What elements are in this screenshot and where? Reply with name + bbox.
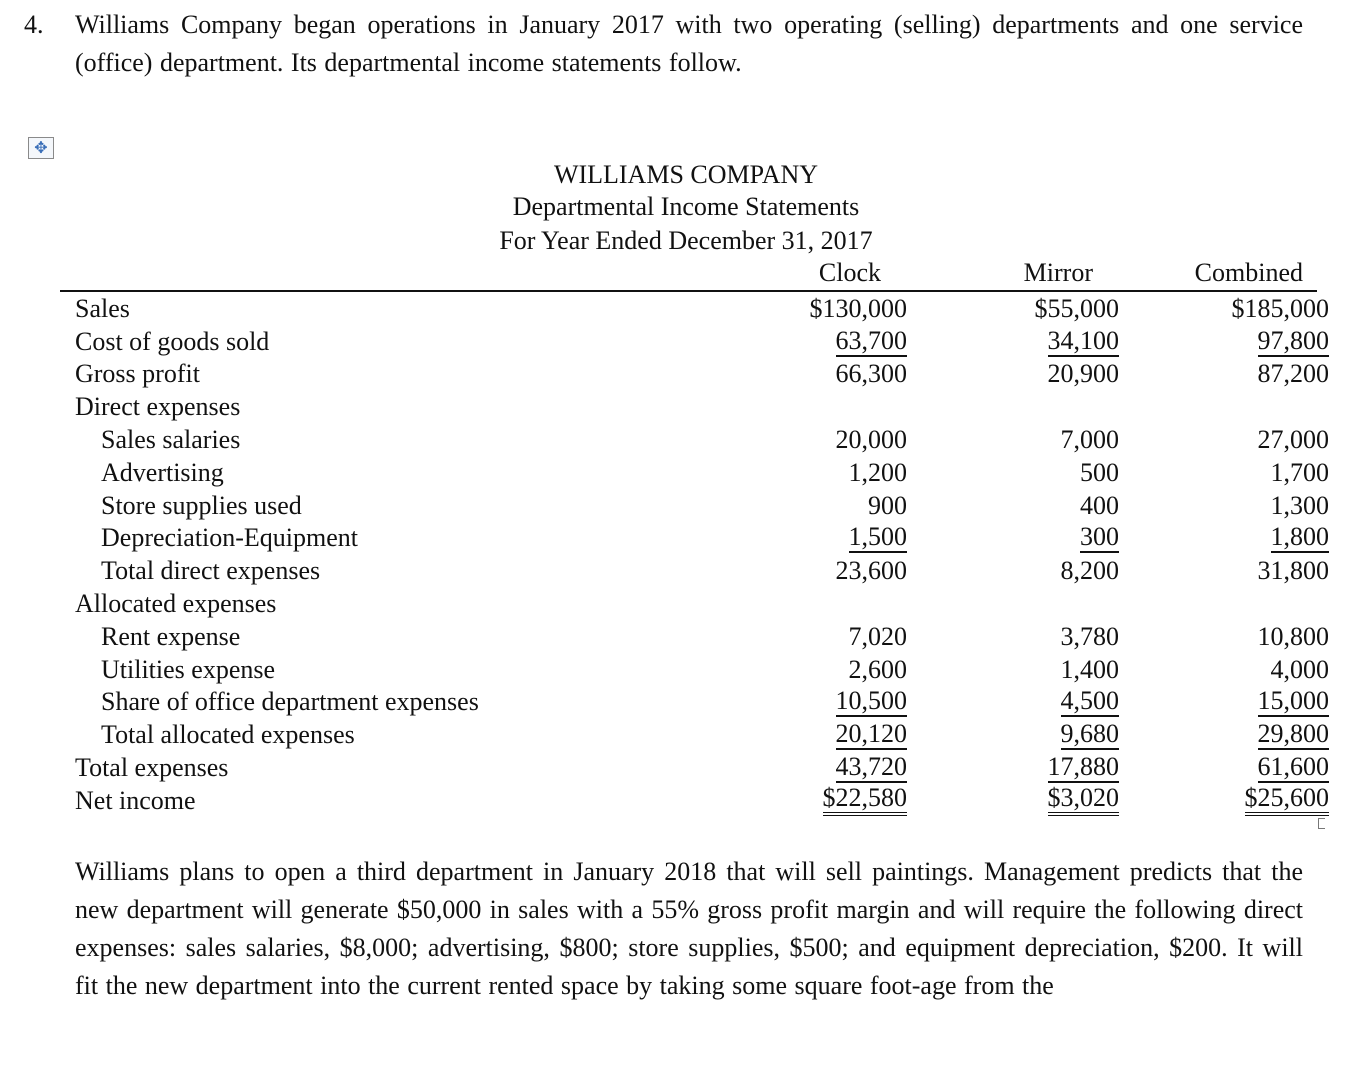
cell-mirror	[907, 619, 1119, 652]
cell-combined	[1119, 521, 1329, 554]
cell-mirror	[907, 324, 1119, 357]
cell-combined	[1119, 717, 1329, 750]
statement-row	[75, 521, 1329, 554]
cell-combined	[1119, 357, 1329, 390]
statement-row	[75, 389, 1329, 422]
row-label: Store supplies used	[101, 490, 302, 520]
value-mirror: 400	[1080, 490, 1119, 520]
value-clock: 2,600	[848, 654, 907, 684]
value-mirror: $3,020	[1048, 784, 1120, 816]
cell-mirror	[907, 750, 1119, 783]
value-combined: 1,700	[1270, 457, 1329, 487]
statement-row	[75, 685, 1329, 718]
cell-mirror	[907, 685, 1119, 718]
cell-clock	[721, 422, 907, 455]
row-label: Sales salaries	[101, 424, 241, 454]
row-label: Share of office department expenses	[101, 687, 479, 717]
cell-mirror	[907, 291, 1119, 324]
value-mirror: 17,880	[1047, 751, 1119, 781]
cell-combined	[1119, 652, 1329, 685]
value-clock: 1,200	[848, 457, 907, 487]
cell-combined	[1119, 422, 1329, 455]
cell-clock	[721, 324, 907, 357]
row-label: Sales	[75, 293, 130, 323]
value-mirror: 4,500	[1060, 686, 1119, 716]
row-label: Net income	[75, 785, 196, 815]
row-label: Cost of goods sold	[75, 326, 270, 356]
question-number: 4.	[24, 10, 44, 39]
cell-mirror	[907, 717, 1119, 750]
value-combined: 31,800	[1257, 556, 1329, 586]
value-clock: 1,500	[848, 522, 907, 552]
move-anchor-icon[interactable]: ✥	[28, 137, 54, 159]
value-mirror: 20,900	[1047, 359, 1119, 389]
statement-row	[75, 455, 1329, 488]
cell-clock	[721, 357, 907, 390]
cell-clock	[721, 455, 907, 488]
cell-clock	[721, 291, 907, 324]
company-name: WILLIAMS COMPANY	[553, 160, 819, 189]
statement-row	[75, 586, 1329, 619]
value-mirror: 8,200	[1060, 556, 1119, 586]
cell-clock	[721, 553, 907, 586]
cell-clock	[721, 750, 907, 783]
cell-clock	[721, 717, 907, 750]
value-mirror: 34,100	[1047, 325, 1119, 355]
value-combined: 1,800	[1270, 522, 1329, 552]
value-combined: 1,300	[1270, 490, 1329, 520]
row-label: Direct expenses	[75, 392, 241, 422]
statement-title: Departmental Income Statements	[512, 192, 860, 221]
cell-mirror	[907, 553, 1119, 586]
row-label: Rent expense	[101, 621, 241, 651]
value-clock: 20,120	[835, 719, 907, 749]
statement-row	[75, 553, 1329, 586]
cell-combined	[1119, 783, 1329, 816]
statement-row	[75, 750, 1329, 783]
cell-combined	[1119, 553, 1329, 586]
row-label: Gross profit	[75, 359, 200, 389]
cell-combined	[1119, 389, 1329, 422]
value-clock: 66,300	[835, 359, 907, 389]
cell-mirror	[907, 521, 1119, 554]
cell-combined	[1119, 619, 1329, 652]
row-label: Allocated expenses	[75, 588, 277, 618]
value-combined: 4,000	[1270, 654, 1329, 684]
question-intro: Williams Company began operations in January 2017 with two operating (selling) departments and one service (office) department. Its departmental income statements follow.	[75, 10, 1303, 77]
cell-clock	[721, 619, 907, 652]
statement-row	[75, 619, 1329, 652]
row-label: Advertising	[101, 457, 224, 487]
value-mirror: 3,780	[1060, 621, 1119, 651]
income-statement-table	[75, 291, 1329, 816]
value-mirror: 500	[1080, 457, 1119, 487]
value-clock: 7,020	[848, 621, 907, 651]
cell-mirror	[907, 455, 1119, 488]
value-mirror: $55,000	[1034, 293, 1119, 323]
value-clock: 10,500	[835, 686, 907, 716]
value-combined: 27,000	[1257, 424, 1329, 454]
statement-row	[75, 717, 1329, 750]
cell-combined	[1119, 586, 1329, 619]
row-label: Depreciation-Equipment	[101, 523, 359, 553]
row-label: Utilities expense	[101, 654, 276, 684]
value-clock: 43,720	[835, 751, 907, 781]
value-mirror: 7,000	[1060, 424, 1119, 454]
statement-row	[75, 652, 1329, 685]
value-clock: 23,600	[835, 556, 907, 586]
statement-row	[75, 357, 1329, 390]
statement-row	[75, 422, 1329, 455]
cell-clock	[721, 488, 907, 521]
paragraph-end-marker	[1318, 818, 1325, 829]
cell-mirror	[907, 652, 1119, 685]
statement-period: For Year Ended December 31, 2017	[499, 226, 873, 255]
cell-mirror	[907, 357, 1119, 390]
value-combined: 15,000	[1257, 686, 1329, 716]
cell-clock	[721, 521, 907, 554]
statement-row	[75, 291, 1329, 324]
cell-mirror	[907, 488, 1119, 521]
cell-combined	[1119, 750, 1329, 783]
value-combined: 61,600	[1257, 751, 1329, 781]
cell-clock	[721, 389, 907, 422]
value-clock: 20,000	[835, 424, 907, 454]
value-combined: 87,200	[1257, 359, 1329, 389]
row-label: Total allocated expenses	[101, 720, 355, 750]
value-clock: $130,000	[809, 293, 907, 323]
value-combined: $185,000	[1231, 293, 1329, 323]
column-header-clock: Clock	[818, 258, 881, 287]
cell-clock	[721, 652, 907, 685]
cell-mirror	[907, 586, 1119, 619]
cell-clock	[721, 685, 907, 718]
column-header-mirror: Mirror	[1023, 258, 1093, 287]
column-header-combined: Combined	[1194, 258, 1303, 287]
cell-clock	[721, 586, 907, 619]
statement-row	[75, 783, 1329, 816]
value-combined: $25,600	[1245, 784, 1330, 816]
value-combined: 29,800	[1257, 719, 1329, 749]
closing-paragraph: Williams plans to open a third department in January 2018 that will sell paintings. Management predicts that the new department will generate $50,000 in sales with a 55% gross profit margin and will require the following direct expenses: sales salaries, $8,000; advertising, $800; store supplies, $500; and equipment depreciation, $200. It will fit the new department into the current rented space by taking some square foot-age from the	[75, 857, 1303, 1000]
row-label: Total expenses	[75, 752, 229, 782]
cell-mirror	[907, 422, 1119, 455]
value-combined: 97,800	[1257, 325, 1329, 355]
value-mirror: 9,680	[1060, 719, 1119, 749]
cell-combined	[1119, 685, 1329, 718]
cell-mirror	[907, 783, 1119, 816]
cell-mirror	[907, 389, 1119, 422]
cell-clock	[721, 783, 907, 816]
value-clock: $22,580	[823, 784, 908, 816]
value-combined: 10,800	[1257, 621, 1329, 651]
value-mirror: 300	[1080, 522, 1119, 552]
cell-combined	[1119, 291, 1329, 324]
statement-row	[75, 488, 1329, 521]
value-clock: 900	[868, 490, 907, 520]
value-clock: 63,700	[835, 325, 907, 355]
value-mirror: 1,400	[1060, 654, 1119, 684]
cell-combined	[1119, 455, 1329, 488]
cell-combined	[1119, 488, 1329, 521]
row-label: Total direct expenses	[101, 556, 321, 586]
statement-row	[75, 324, 1329, 357]
cell-combined	[1119, 324, 1329, 357]
